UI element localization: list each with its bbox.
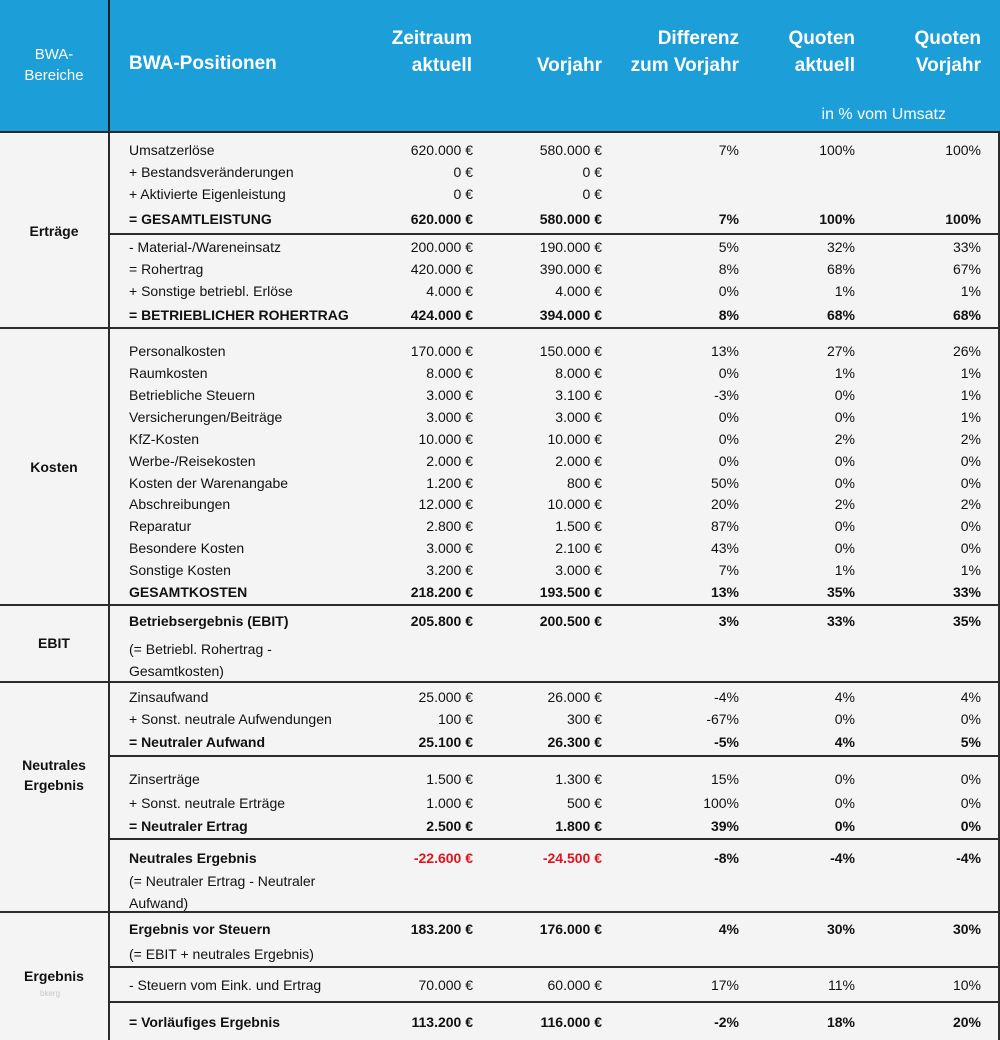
row-current: 620.000 € (410, 142, 473, 158)
row-label: Kosten der Warenangabe (129, 475, 289, 491)
header-positionen: BWA-Positionen (129, 53, 277, 74)
table-row (0, 708, 1000, 730)
row-label: Neutrales Ergebnis (129, 850, 257, 866)
row-current: 10.000 € (418, 431, 473, 447)
row-quote-current: 4% (834, 689, 855, 705)
table-row (0, 161, 1000, 183)
ebit-formula-note: (= Betriebl. Rohertrag - Gesamtkosten) (129, 641, 272, 679)
divider-steuern (110, 1001, 1000, 1003)
row-quote-current: 0% (834, 387, 855, 403)
row-difference: 0% (718, 283, 739, 299)
header-differenz-line1: Differenz (657, 28, 739, 49)
row-quote-current: 0% (834, 795, 855, 811)
row-label: = Neutraler Aufwand (129, 734, 266, 750)
row-current: 3.000 € (426, 409, 473, 425)
row-label: Betriebliche Steuern (129, 387, 256, 403)
table-row (0, 493, 1000, 515)
row-quote-current: 0% (834, 409, 855, 425)
neutral-formula-note: (= Neutraler Ertrag - Neutraler Aufwand) (129, 873, 316, 911)
table-row-total (0, 610, 1000, 632)
row-quote-previous: 30% (952, 921, 981, 937)
divider-header (0, 131, 1000, 133)
row-difference: 43% (710, 540, 739, 556)
row-previous: 176.000 € (539, 921, 602, 937)
row-quote-current: 18% (826, 1014, 855, 1030)
table-row-total (0, 918, 1000, 940)
row-quote-current: 33% (826, 613, 855, 629)
row-previous: 800 € (566, 475, 602, 491)
row-quote-current: 0% (834, 540, 855, 556)
row-previous: 3.000 € (555, 562, 602, 578)
row-current: 70.000 € (418, 977, 473, 993)
row-quote-previous: 0% (960, 795, 981, 811)
row-quote-previous: 2% (960, 431, 981, 447)
row-current: 0 € (453, 164, 473, 180)
row-difference: 39% (710, 818, 739, 834)
row-quote-current: 35% (826, 584, 855, 600)
row-label: Werbe-/Reisekosten (129, 453, 256, 469)
row-previous: 26.000 € (547, 689, 602, 705)
row-quote-previous: 26% (952, 343, 981, 359)
row-quote-current: 4% (834, 734, 855, 750)
row-label: Raumkosten (129, 365, 208, 381)
row-difference: 17% (710, 977, 739, 993)
row-quote-current: 1% (834, 562, 855, 578)
divider-ebit (0, 681, 1000, 683)
row-difference: 50% (710, 475, 739, 491)
row-label: + Aktivierte Eigenleistung (129, 186, 286, 202)
header-quoten-aktuell (789, 25, 856, 79)
row-current: 3.000 € (426, 540, 473, 556)
row-previous: 300 € (566, 711, 602, 727)
row-quote-current: 11% (828, 977, 855, 993)
row-difference: 15% (710, 771, 739, 787)
row-label: Personalkosten (129, 343, 226, 359)
row-label: - Material-/Wareneinsatz (129, 239, 281, 255)
row-current: 113.200 € (411, 1014, 473, 1030)
row-quote-current: 2% (834, 496, 855, 512)
row-quote-previous: 0% (960, 475, 981, 491)
row-difference: 8% (718, 261, 739, 277)
row-quote-previous: 1% (960, 562, 981, 578)
table-header (0, 0, 1000, 131)
row-previous: 193.500 € (539, 584, 602, 600)
row-current: 3.000 € (426, 387, 473, 403)
row-difference: 100% (703, 795, 739, 811)
row-current: 0 € (453, 186, 473, 202)
row-previous: 500 € (566, 795, 602, 811)
row-current: 205.800 € (410, 613, 473, 629)
table-row-total (0, 304, 1000, 326)
row-quote-previous: 0% (960, 540, 981, 556)
row-difference: 3% (718, 613, 739, 629)
row-label: GESAMTKOSTEN (129, 584, 248, 600)
table-row-total (0, 815, 1000, 837)
row-quote-previous: 100% (945, 142, 981, 158)
row-current: 8.000 € (426, 365, 473, 381)
table-row-total (0, 208, 1000, 230)
row-label: + Sonstige betriebl. Erlöse (129, 283, 293, 299)
row-difference: 87% (710, 518, 739, 534)
row-previous: -24.500 € (542, 850, 602, 866)
table-row-total (0, 847, 1000, 869)
row-difference: -67% (706, 711, 739, 727)
header-quoten-vorjahr (915, 25, 982, 79)
row-previous: 3.100 € (555, 387, 602, 403)
area-label-neutrales-ergebnis: Neutrales Ergebnis (22, 757, 86, 793)
row-quote-current: 0% (834, 453, 855, 469)
row-quote-previous: 5% (960, 734, 981, 750)
row-difference: 7% (718, 142, 739, 158)
row-label: KfZ-Kosten (129, 431, 200, 447)
row-label: + Sonst. neutrale Erträge (129, 795, 286, 811)
row-previous: 10.000 € (547, 496, 602, 512)
row-current: 2.800 € (426, 518, 473, 534)
row-quote-current: 27% (826, 343, 855, 359)
table-row (0, 792, 1000, 814)
row-current: 2.000 € (426, 453, 473, 469)
row-label: = Vorläufiges Ergebnis (129, 1014, 281, 1030)
row-previous: 580.000 € (539, 142, 602, 158)
row-previous: 3.000 € (555, 409, 602, 425)
row-previous: 0 € (582, 186, 602, 202)
row-previous: 190.000 € (539, 239, 602, 255)
divider-ertraege (0, 327, 1000, 329)
row-quote-current: 68% (826, 261, 855, 277)
row-current: 100 € (437, 711, 473, 727)
table-row-total (0, 731, 1000, 753)
row-previous: 8.000 € (555, 365, 602, 381)
row-quote-current: 0% (834, 475, 855, 491)
row-label: = BETRIEBLICHER ROHERTRAG (129, 307, 349, 323)
row-difference: 20% (710, 496, 739, 512)
divider-kosten (0, 604, 1000, 606)
row-label: - Steuern vom Eink. und Ertrag (129, 977, 322, 993)
row-difference: 5% (718, 239, 739, 255)
header-zeitraum-line1: Zeitraum (391, 28, 472, 49)
row-difference: -4% (714, 689, 739, 705)
row-current: 25.000 € (418, 689, 473, 705)
row-current: 1.200 € (426, 475, 473, 491)
row-difference: -5% (714, 734, 739, 750)
row-current: 183.200 € (410, 921, 473, 937)
row-label: = Neutraler Ertrag (129, 818, 248, 834)
row-label: = Rohertrag (129, 261, 204, 277)
row-label: Betriebsergebnis (EBIT) (129, 613, 289, 629)
row-quote-previous: 20% (952, 1014, 981, 1030)
row-current: 25.100 € (418, 734, 473, 750)
row-current: 1.500 € (426, 771, 473, 787)
row-label: Umsatzerlöse (129, 142, 215, 158)
row-current: 420.000 € (410, 261, 473, 277)
row-current: 170.000 € (410, 343, 473, 359)
row-current: -22.600 € (413, 850, 473, 866)
table-row (0, 974, 1000, 996)
row-quote-previous: 1% (960, 409, 981, 425)
row-quote-previous: 0% (960, 518, 981, 534)
table-row (0, 515, 1000, 537)
row-current: 4.000 € (426, 283, 473, 299)
row-current: 1.000 € (426, 795, 473, 811)
row-previous: 580.000 € (539, 211, 602, 227)
row-difference: 7% (718, 211, 739, 227)
row-previous: 150.000 € (539, 343, 602, 359)
row-previous: 116.000 € (540, 1014, 602, 1030)
header-divider (108, 0, 110, 131)
header-differenz-line2: zum Vorjahr (630, 55, 739, 76)
table-row (0, 686, 1000, 708)
row-label: Besondere Kosten (129, 540, 245, 556)
row-label: Abschreibungen (129, 496, 231, 512)
row-previous: 200.500 € (539, 613, 602, 629)
table-row (0, 384, 1000, 406)
row-current: 424.000 € (410, 307, 473, 323)
table-row (0, 450, 1000, 472)
row-difference: 8% (718, 307, 739, 323)
area-label-ergebnis: Ergebnis (24, 968, 84, 984)
row-difference: 0% (718, 409, 739, 425)
header-quoten-aktuell-line1: Quoten (788, 28, 855, 49)
row-quote-previous: 68% (952, 307, 981, 323)
row-quote-previous: 35% (952, 613, 981, 629)
row-quote-previous: -4% (956, 850, 981, 866)
row-difference: 0% (718, 365, 739, 381)
row-quote-previous: 67% (952, 261, 981, 277)
row-quote-current: 0% (834, 711, 855, 727)
row-quote-previous: 0% (960, 771, 981, 787)
row-difference: 0% (718, 453, 739, 469)
row-quote-current: 0% (834, 818, 855, 834)
row-quote-current: 1% (834, 283, 855, 299)
row-quote-current: 100% (819, 142, 855, 158)
row-previous: 390.000 € (539, 261, 602, 277)
divider-gesamtleistung (110, 233, 1000, 235)
header-unit-note: in % vom Umsatz (821, 106, 946, 123)
row-quote-current: 30% (826, 921, 855, 937)
row-difference: -3% (714, 387, 739, 403)
row-difference: 4% (718, 921, 739, 937)
row-difference: 7% (718, 562, 739, 578)
row-previous: 60.000 € (547, 977, 602, 993)
row-quote-previous: 1% (960, 365, 981, 381)
table-row (0, 428, 1000, 450)
row-quote-previous: 1% (960, 283, 981, 299)
row-quote-previous: 0% (960, 711, 981, 727)
table-row (0, 559, 1000, 581)
row-current: 2.500 € (426, 818, 473, 834)
row-previous: 1.500 € (555, 518, 602, 534)
row-label: Sonstige Kosten (129, 562, 231, 578)
row-quote-current: 2% (834, 431, 855, 447)
row-difference: 13% (710, 584, 739, 600)
row-label: = GESAMTLEISTUNG (129, 211, 272, 227)
row-quote-current: 0% (834, 518, 855, 534)
row-quote-previous: 33% (952, 584, 981, 600)
row-difference: -2% (714, 1014, 739, 1030)
row-quote-current: 0% (834, 771, 855, 787)
table-row (0, 236, 1000, 258)
row-previous: 26.300 € (547, 734, 602, 750)
table-row (0, 406, 1000, 428)
row-previous: 2.100 € (555, 540, 602, 556)
row-label: + Bestandsveränderungen (129, 164, 294, 180)
area-column-divider (108, 131, 110, 1040)
header-zeitraum-aktuell (392, 25, 472, 79)
row-label: Ergebnis vor Steuern (129, 921, 271, 937)
row-difference: 13% (710, 343, 739, 359)
row-current: 218.200 € (410, 584, 473, 600)
table-row (0, 340, 1000, 362)
row-previous: 0 € (582, 164, 602, 180)
row-quote-previous: 0% (960, 818, 981, 834)
divider-vor-steuern (110, 966, 1000, 968)
row-quote-previous: 1% (960, 387, 981, 403)
header-vorjahr: Vorjahr (536, 55, 602, 76)
row-quote-current: -4% (830, 850, 855, 866)
row-current: 12.000 € (418, 496, 473, 512)
row-quote-previous: 2% (960, 496, 981, 512)
row-previous: 1.300 € (555, 771, 602, 787)
area-label-ebit: EBIT (38, 635, 70, 651)
header-zeitraum-line2: aktuell (411, 55, 472, 76)
row-quote-previous: 100% (945, 211, 981, 227)
row-quote-previous: 33% (952, 239, 981, 255)
table-row-total (0, 581, 1000, 603)
table-row (0, 362, 1000, 384)
header-bereiche: BWA- Bereiche (24, 46, 84, 84)
row-quote-previous: 10% (952, 977, 981, 993)
area-label-kosten: Kosten (30, 459, 78, 475)
row-quote-current: 100% (819, 211, 855, 227)
table-row (0, 280, 1000, 302)
row-previous: 1.800 € (555, 818, 602, 834)
row-previous: 394.000 € (539, 307, 602, 323)
header-quoten-vorjahr-line2: Vorjahr (915, 55, 981, 76)
row-label: Reparatur (129, 518, 192, 534)
header-differenz (631, 25, 739, 79)
table-row (0, 768, 1000, 790)
row-quote-previous: 4% (960, 689, 981, 705)
row-previous: 4.000 € (555, 283, 602, 299)
table-row-total (0, 1011, 1000, 1033)
row-quote-current: 68% (826, 307, 855, 323)
row-current: 200.000 € (410, 239, 473, 255)
row-previous: 2.000 € (555, 453, 602, 469)
row-label: Zinsaufwand (129, 689, 209, 705)
row-quote-current: 32% (826, 239, 855, 255)
table-row (0, 258, 1000, 280)
row-current: 3.200 € (426, 562, 473, 578)
table-row (0, 472, 1000, 494)
header-quoten-aktuell-line2: aktuell (794, 55, 855, 76)
divider-neutraler-aufwand (110, 755, 1000, 757)
header-quoten-vorjahr-line1: Quoten (914, 28, 981, 49)
row-difference: 0% (718, 431, 739, 447)
row-difference: -8% (714, 850, 739, 866)
row-quote-current: 1% (834, 365, 855, 381)
divider-neutrales-ergebnis (0, 911, 1000, 913)
area-label-ertraege: Erträge (29, 223, 79, 239)
row-label: + Sonst. neutrale Aufwendungen (129, 711, 332, 727)
row-label: Zinserträge (129, 771, 200, 787)
table-row (0, 139, 1000, 161)
table-row (0, 537, 1000, 559)
ergebnis-formula-note: (= EBIT + neutrales Ergebnis) (129, 946, 314, 962)
row-previous: 10.000 € (547, 431, 602, 447)
table-row (0, 183, 1000, 205)
divider-neutraler-ertrag (110, 838, 1000, 840)
row-label: Versicherungen/Beiträge (129, 409, 283, 425)
row-quote-previous: 0% (960, 453, 981, 469)
watermark-text: bkerg (40, 989, 61, 998)
row-current: 620.000 € (410, 211, 473, 227)
